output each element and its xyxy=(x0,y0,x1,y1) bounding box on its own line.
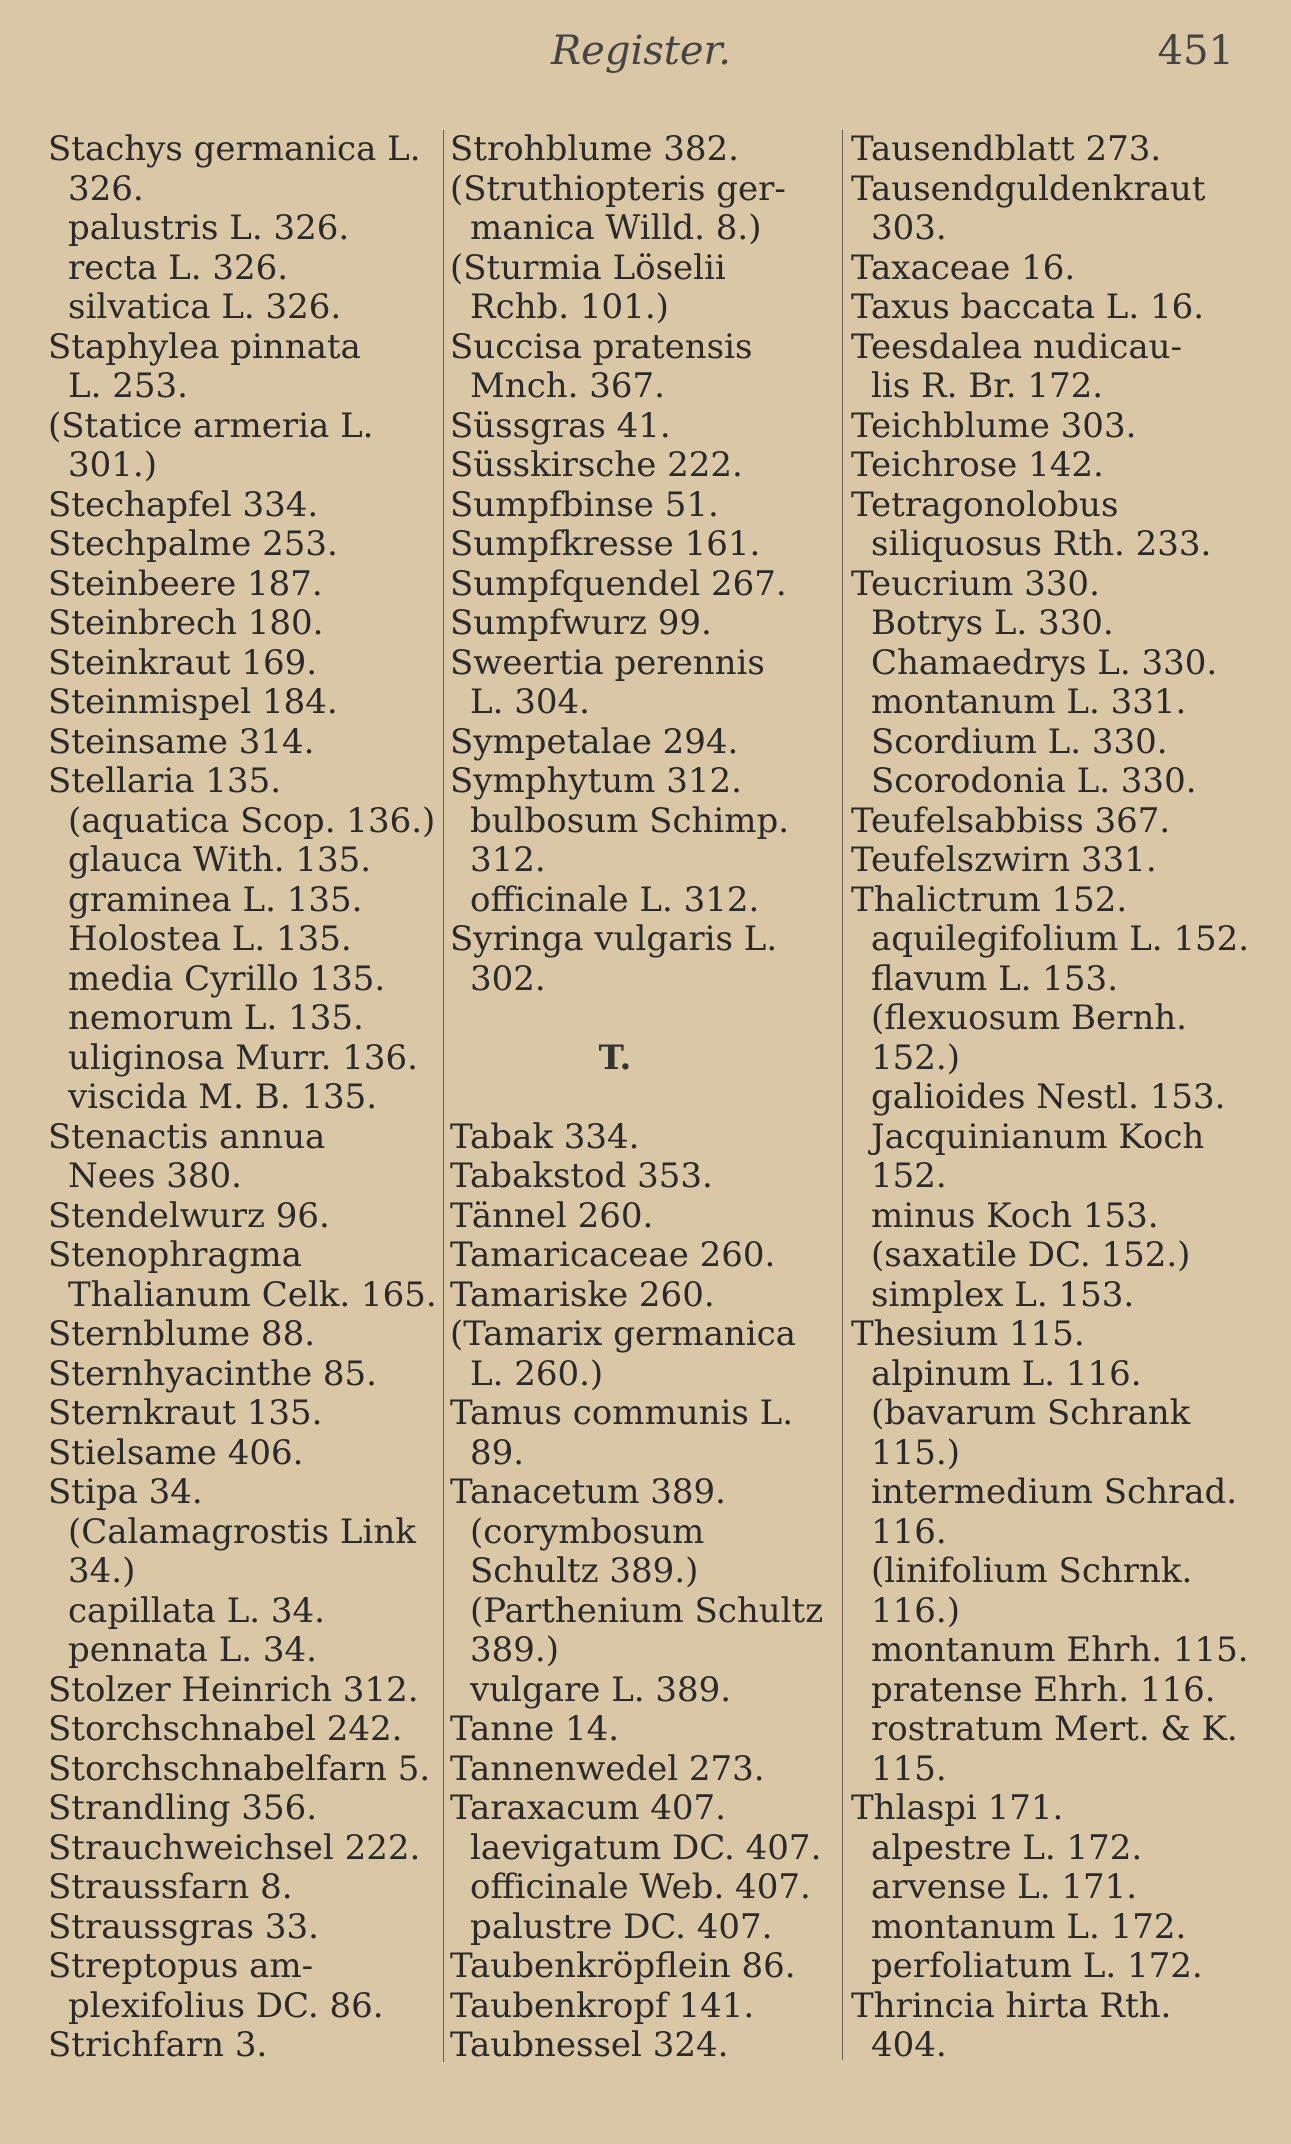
index-entry: Strichfarn 3. xyxy=(48,2025,268,2065)
index-entry: manica Willd. 8.) xyxy=(470,208,762,248)
index-entry: Storchschnabel 242. xyxy=(48,1709,403,1749)
index-entry: L. 253. xyxy=(68,366,188,406)
index-entry: perfoliatum L. 172. xyxy=(871,1946,1203,1986)
index-entry: L. 260.) xyxy=(470,1353,604,1394)
index-entry: Thesium 115. xyxy=(851,1314,1085,1354)
page-number: 451 xyxy=(1157,28,1234,74)
index-entry: Symphytum 312. xyxy=(450,761,742,801)
index-entry: officinale Web. 407. xyxy=(470,1867,811,1907)
index-entry: Steinmispel 184. xyxy=(48,682,338,722)
index-entry: Succisa pratensis xyxy=(450,326,753,367)
index-entry: Steinkraut 169. xyxy=(48,642,318,683)
index-entry: glauca With. 135. xyxy=(68,840,372,880)
index-entry: Tamariske 260. xyxy=(450,1274,715,1315)
index-entry: Mnch. 367. xyxy=(470,366,665,406)
index-entry: 115.) xyxy=(871,1432,960,1473)
index-entry: Strauchweichsel 222. xyxy=(48,1827,421,1868)
index-entry: montanum L. 172. xyxy=(871,1906,1187,1947)
index-entry: 389.) xyxy=(470,1630,559,1670)
index-entry: 116.) xyxy=(871,1590,960,1631)
index-entry: Schultz 389.) xyxy=(470,1551,699,1591)
index-entry: Tännel 260. xyxy=(450,1195,654,1236)
index-entry: Sympetalae 294. xyxy=(450,721,739,762)
index-entry: (Calamagrostis Link xyxy=(68,1511,416,1552)
running-title: Register. xyxy=(551,28,731,74)
index-entry: Teesdalea nudicau- xyxy=(851,326,1182,367)
index-entry: (linifolium Schrnk. xyxy=(871,1551,1193,1591)
index-entry: vulgare L. 389. xyxy=(470,1669,732,1710)
index-entry: Stachys germanica L. xyxy=(48,129,421,169)
index-entry: Stipa 34. xyxy=(48,1472,203,1512)
index-entry: Taubenkröpflein 86. xyxy=(450,1946,796,1986)
index-entry: Stielsame 406. xyxy=(48,1432,304,1473)
index-entry: Tanne 14. xyxy=(450,1709,620,1749)
index-entry: Strandling 356. xyxy=(48,1788,318,1828)
index-entry: simplex L. 153. xyxy=(871,1274,1135,1315)
index-entry: Tanacetum 389. xyxy=(450,1472,726,1512)
index-entry: capillata L. 34. xyxy=(68,1590,325,1631)
index-entry: rostratum Mert. & K. xyxy=(871,1709,1238,1749)
index-entry: 302. xyxy=(470,958,546,999)
index-entry: (Statice armeria L. xyxy=(48,405,374,446)
index-entry: (Tamarix germanica xyxy=(450,1314,796,1354)
index-entry: (bavarum Schrank xyxy=(871,1393,1191,1433)
index-entry: Taxus baccata L. 16. xyxy=(851,287,1205,327)
index-entry: Steinbrech 180. xyxy=(48,603,324,643)
index-entry: Holostea L. 135. xyxy=(68,919,352,959)
index-entry: pennata L. 34. xyxy=(68,1630,317,1670)
index-entry: 89. xyxy=(470,1432,525,1473)
index-entry: (Parthenium Schultz xyxy=(470,1590,824,1631)
index-entry: palustre DC. 407. xyxy=(470,1906,773,1947)
index-entry: Nees 380. xyxy=(68,1156,242,1196)
index-entry: Scorodonia L. 330. xyxy=(871,761,1197,801)
column-divider-1 xyxy=(443,130,444,2062)
index-entry: uliginosa Murr. 136. xyxy=(68,1037,418,1078)
index-entry: plexifolius DC. 86. xyxy=(68,1985,384,2026)
index-entry: Thlaspi 171. xyxy=(851,1788,1064,1828)
index-entry: Stechpalme 253. xyxy=(48,524,338,564)
index-entry: viscida M. B. 135. xyxy=(68,1077,378,1117)
index-entry xyxy=(450,999,840,1039)
index-entry: Storchschnabelfarn 5. xyxy=(48,1748,431,1789)
index-entry: bulbosum Schimp. xyxy=(470,800,790,841)
index-entry: (corymbosum xyxy=(470,1511,705,1552)
index-entry: Sumpfwurz 99. xyxy=(450,603,712,643)
index-entry: Taubenkropf 141. xyxy=(450,1985,755,2026)
index-entry: Sumpfquendel 267. xyxy=(450,563,787,604)
index-entry: 34.) xyxy=(68,1551,136,1591)
index-entry: Teichrose 142. xyxy=(851,445,1104,485)
index-entry: Süssgras 41. xyxy=(450,405,671,446)
index-entry: recta L. 326. xyxy=(68,247,289,288)
index-column-1 xyxy=(48,130,438,2066)
index-entry: Stechapfel 334. xyxy=(48,484,319,525)
index-entry: Jacquinianum Koch xyxy=(871,1116,1205,1157)
index-entry: Syringa vulgaris L. xyxy=(450,919,778,959)
index-entry: Stenactis annua xyxy=(48,1116,326,1157)
index-entry: flavum L. 153. xyxy=(871,958,1118,999)
page-header xyxy=(48,28,1234,88)
index-entry: Tausendguldenkraut xyxy=(851,168,1206,209)
index-entry: (flexuosum Bernh. xyxy=(871,998,1187,1038)
index-entry: alpestre L. 172. xyxy=(871,1827,1143,1868)
index-entry: (aquatica Scop. 136.) xyxy=(68,800,436,841)
index-entry: Taubnessel 324. xyxy=(450,2025,729,2065)
index-entry: nemorum L. 135. xyxy=(68,998,364,1038)
index-entry: Thalictrum 152. xyxy=(851,879,1128,920)
index-entry: Botrys L. 330. xyxy=(871,603,1114,643)
index-entry: Staphylea pinnata xyxy=(48,326,361,367)
index-column-3 xyxy=(851,130,1251,2066)
index-entry: Sternblume 88. xyxy=(48,1314,316,1354)
index-entry: (Struthiopteris ger- xyxy=(450,168,786,209)
index-entry: palustris L. 326. xyxy=(68,208,350,248)
index-entry: Stendelwurz 96. xyxy=(48,1195,330,1236)
index-entry: Teufelszwirn 331. xyxy=(851,840,1157,880)
index-entry: Sternhyacinthe 85. xyxy=(48,1353,377,1394)
index-entry: officinale L. 312. xyxy=(470,879,760,920)
index-entry: Sternkraut 135. xyxy=(48,1393,323,1433)
index-entry: L. 304. xyxy=(470,682,590,722)
index-entry: minus Koch 153. xyxy=(871,1195,1159,1236)
section-heading: T. xyxy=(598,1037,632,1078)
index-entry: Sumpfkresse 161. xyxy=(450,524,761,564)
index-entry: silvatica L. 326. xyxy=(68,287,342,327)
index-column-2 xyxy=(450,130,840,2066)
index-entry: Taxaceae 16. xyxy=(851,247,1076,288)
index-entry: 404. xyxy=(871,2025,947,2065)
column-divider-2 xyxy=(842,130,843,2060)
index-entry: Thrincia hirta Rth. xyxy=(851,1985,1172,2026)
index-entry: Strohblume 382. xyxy=(450,129,739,169)
index-entry: lis R. Br. 172. xyxy=(871,366,1104,406)
index-entry: intermedium Schrad. xyxy=(871,1472,1238,1512)
index-entry: Tamus communis L. xyxy=(450,1393,794,1433)
index-entry: laevigatum DC. 407. xyxy=(470,1827,822,1868)
index-entry: Teichblume 303. xyxy=(851,405,1137,446)
index-entry: Steinsame 314. xyxy=(48,721,315,762)
index-entry: Tamaricaceae 260. xyxy=(450,1235,776,1275)
index-entry: Stolzer Heinrich 312. xyxy=(48,1669,419,1710)
index-entry: media Cyrillo 135. xyxy=(68,958,386,999)
index-entry: (Sturmia Löselii xyxy=(450,247,726,288)
index-entry: Straussgras 33. xyxy=(48,1906,319,1947)
index-entry: Teufelsabbiss 367. xyxy=(851,800,1171,841)
index-entry: 301.) xyxy=(68,445,157,485)
index-entry: Sumpfbinse 51. xyxy=(450,484,719,525)
index-entry: Tabakstod 353. xyxy=(450,1156,713,1196)
index-entry: Streptopus am- xyxy=(48,1946,314,1986)
index-entry: Stenophragma xyxy=(48,1235,302,1275)
index-entry: 303. xyxy=(871,208,947,248)
index-entry: Scordium L. 330. xyxy=(871,721,1168,762)
index-entry: Tetragonolobus xyxy=(851,484,1119,525)
index-entry: montanum L. 331. xyxy=(871,682,1187,722)
index-entry: (saxatile DC. 152.) xyxy=(871,1235,1191,1275)
index-entry: 326. xyxy=(68,168,144,209)
index-entry: Tausendblatt 273. xyxy=(851,129,1162,169)
index-entry: Stellaria 135. xyxy=(48,761,282,801)
index-entry: Tannenwedel 273. xyxy=(450,1748,765,1789)
index-entry: graminea L. 135. xyxy=(68,879,363,920)
index-entry: pratense Ehrh. 116. xyxy=(871,1669,1216,1710)
index-entry: Steinbeere 187. xyxy=(48,563,323,604)
index-entry: 152.) xyxy=(871,1037,960,1078)
index-entry: alpinum L. 116. xyxy=(871,1353,1142,1394)
index-entry: 152. xyxy=(871,1156,947,1196)
index-entry: aquilegifolium L. 152. xyxy=(871,919,1250,959)
index-entry: galioides Nestl. 153. xyxy=(871,1077,1226,1117)
index-entry: Tabak 334. xyxy=(450,1116,640,1157)
index-entry: siliquosus Rth. 233. xyxy=(871,524,1212,564)
index-entry: Thalianum Celk. 165. xyxy=(68,1274,437,1315)
index-entry: Chamaedrys L. 330. xyxy=(871,642,1218,683)
index-entry xyxy=(450,1078,840,1118)
index-entry: Sweertia perennis xyxy=(450,642,765,683)
index-entry: Rchb. 101.) xyxy=(470,287,669,327)
index-entry: 116. xyxy=(871,1511,947,1552)
index-entry: Süsskirsche 222. xyxy=(450,445,743,485)
index-entry: montanum Ehrh. 115. xyxy=(871,1630,1249,1670)
index-entry: Taraxacum 407. xyxy=(450,1788,726,1828)
index-entry: Teucrium 330. xyxy=(851,563,1100,604)
index-entry: Straussfarn 8. xyxy=(48,1867,293,1907)
index-entry: 115. xyxy=(871,1748,947,1789)
index-entry: arvense L. 171. xyxy=(871,1867,1138,1907)
index-entry: 312. xyxy=(470,840,546,880)
